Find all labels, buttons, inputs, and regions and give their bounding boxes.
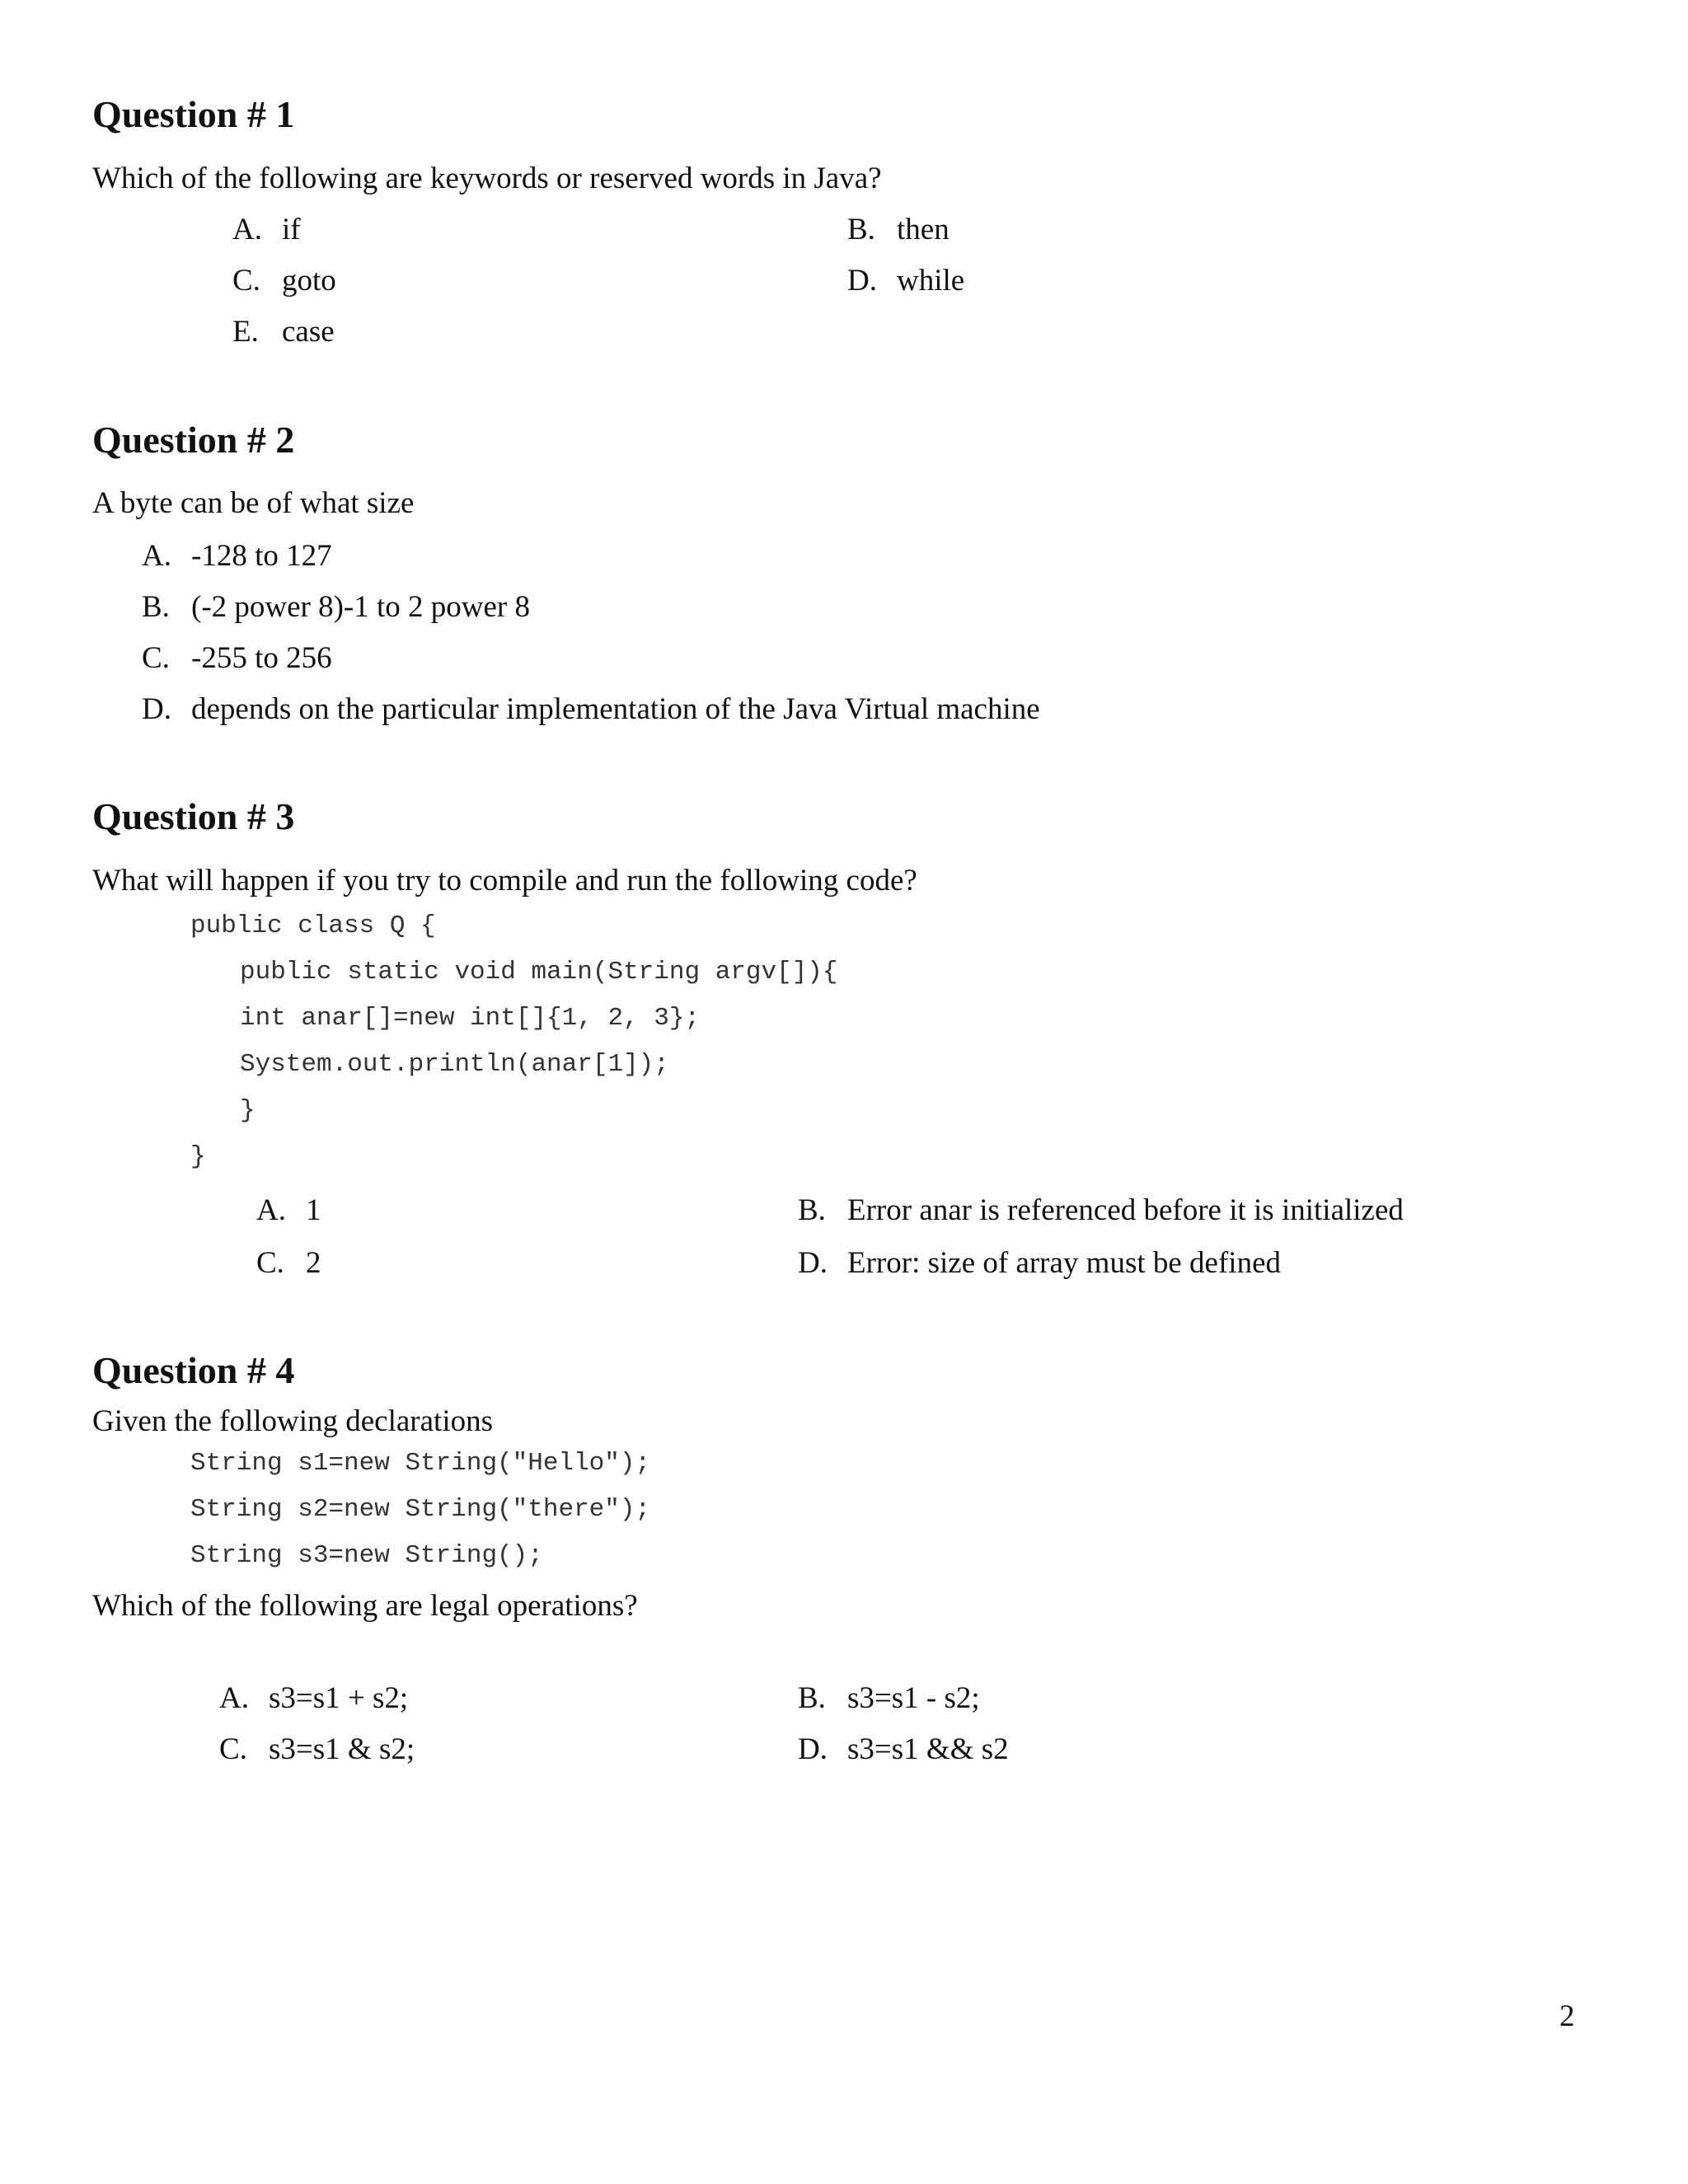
option-letter: B. [847,213,875,246]
option-text: -255 to 256 [191,641,332,675]
code-line: } [240,1096,256,1125]
option-letter: E. [232,315,259,349]
question-4-option-c [219,1734,415,1765]
question-1-option-b [847,214,950,245]
code-line: String s1=new String("Hello"); [190,1449,651,1478]
option-text: Error anar is referenced before it is initialized [847,1193,1404,1227]
option-text: s3=s1 - s2; [847,1681,980,1715]
question-1-title: Question # 1 [92,93,295,135]
option-letter: A. [232,213,262,246]
question-2-option-c [142,643,332,673]
code-line: public static void main(String argv[]){ [240,958,838,987]
option-letter: A. [219,1681,249,1715]
question-2-option-b [142,592,530,622]
code-line: String s3=new String(); [190,1541,543,1570]
question-3-option-b [798,1195,1404,1226]
code-line: } [190,1142,206,1171]
code-line: String s2=new String("there"); [190,1495,651,1524]
question-1-option-d [847,265,964,296]
option-letter: D. [798,1732,828,1766]
option-text: 2 [306,1246,321,1280]
option-text: case [282,315,335,349]
question-1-option-e [232,316,335,347]
option-text: s3=s1 + s2; [269,1681,409,1715]
question-2-option-a [142,541,332,571]
option-letter: B. [142,590,170,624]
option-letter: C. [142,641,170,675]
question-4-option-b [798,1683,980,1713]
question-3-option-c [256,1248,321,1278]
option-letter: D. [142,692,171,726]
option-letter: A. [256,1193,286,1227]
option-text: if [282,213,301,246]
option-letter: B. [798,1193,826,1227]
question-2-option-d [142,694,1040,724]
page-number: 2 [1559,1999,1575,2033]
option-letter: B. [798,1681,826,1715]
option-text: goto [282,264,336,298]
option-text: depends on the particular implementation of the Java Virtual machine [191,692,1040,726]
question-4-text-2: Which of the following are legal operations? [92,1589,638,1623]
option-text: while [897,264,965,298]
option-text: s3=s1 && s2 [847,1732,1009,1766]
question-3-text: What will happen if you try to compile and run the following code? [92,864,917,898]
option-text: 1 [306,1193,321,1227]
option-letter: D. [798,1246,828,1280]
option-letter: A. [142,539,171,573]
question-1-option-c [232,265,336,296]
option-letter: C. [219,1732,247,1766]
option-text: s3=s1 & s2; [269,1732,415,1766]
code-line: int anar[]=new int[]{1, 2, 3}; [240,1004,701,1033]
question-2-text: A byte can be of what size [92,486,415,520]
question-4-option-d [798,1734,1009,1765]
option-letter: C. [256,1246,284,1280]
option-letter: D. [847,264,877,298]
question-4-option-a [219,1683,408,1713]
question-2-title: Question # 2 [92,419,295,461]
option-text: -128 to 127 [191,539,332,573]
question-4-text: Given the following declarations [92,1404,494,1438]
code-line: public class Q { [190,912,436,940]
option-letter: C. [232,264,260,298]
question-3-option-a [256,1195,321,1226]
question-4-title: Question # 4 [92,1349,295,1391]
question-3-option-d [798,1248,1281,1278]
option-text: (-2 power 8)-1 to 2 power 8 [191,590,530,624]
option-text: Error: size of array must be defined [847,1246,1282,1280]
code-line: System.out.println(anar[1]); [240,1050,669,1079]
question-1-option-a [232,214,301,245]
question-3-title: Question # 3 [92,795,295,837]
option-text: then [897,213,950,246]
question-1-text: Which of the following are keywords or reserved words in Java? [92,162,882,195]
